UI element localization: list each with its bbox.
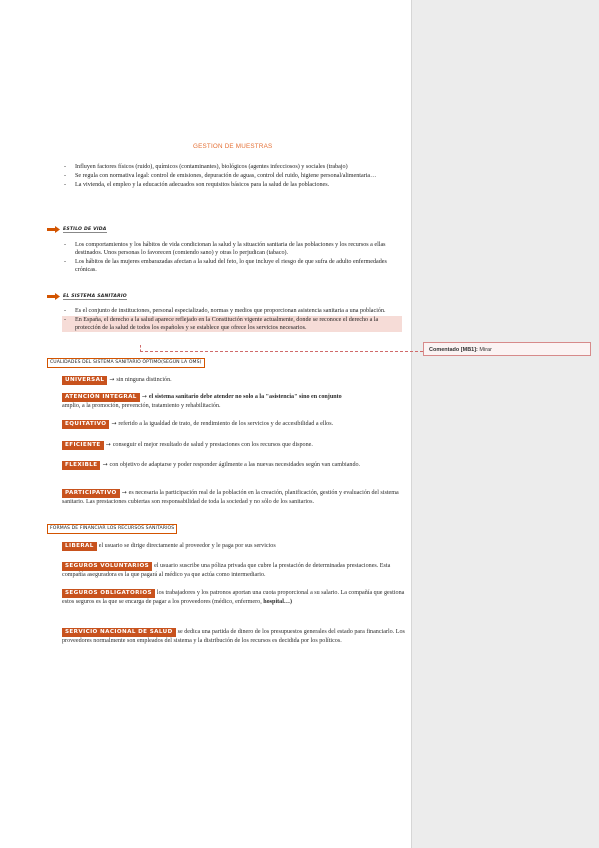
list-item: - Influyen factores físicos (ruido), químicos (contaminantes), biológicos (agentes infecciosos) y sociales (trabajo)	[62, 163, 402, 171]
list-item: - Los hábitos de las mujeres embarazadas afectan a la salud del feto, lo que incluye el riesgo de que sufra de adulto enfermedades crónicas.	[62, 258, 402, 274]
list-item: - Es el conjunto de instituciones, personal especializado, normas y medios que proporcionan asistencia sanitaria a una población.	[62, 307, 402, 315]
cualidad-flexible: FLEXIBLE → con objetivo de adaptarse y poder responder ágilmente a las nuevas necesidades según van cambiando.	[62, 461, 407, 470]
comment-connector-line	[140, 351, 423, 352]
entry-text: los trabajadores y los patronos aportan una cuota proporcional a su salario. La compañía que gestiona estos seguros es la que se encarga de pagar a los proveedores (médico, enfermero,	[62, 590, 405, 605]
cualidad-eficiente: EFICIENTE → conseguir el mejor resultado de salud y prestaciones con los recursos que dispone.	[62, 441, 407, 450]
estilo-bullet-list	[62, 241, 402, 275]
tag-seguros-obligatorios: SEGUROS OBLIGATORIOS	[62, 589, 155, 598]
heading-estilo-de-vida	[47, 226, 107, 233]
cualidad-universal: UNIVERSAL → sin ninguna distinción.	[62, 376, 407, 385]
tag-equitativo: EQUITATIVO	[62, 420, 109, 429]
entry-text: conseguir el mejor resultado de salud y prestaciones con los recursos que dispone.	[112, 442, 313, 448]
heading-label: EL SISTEMA SANITARIO	[63, 293, 127, 299]
tag-universal: UNIVERSAL	[62, 376, 107, 385]
entry-text: amplio, a la promoción, prevención, tratamiento y rehabilitación.	[62, 402, 221, 409]
tag-seguros-voluntarios: SEGUROS VOLUNTARIOS	[62, 562, 152, 571]
list-item: - En España, el derecho a la salud aparece reflejado en la Constitución vigente actualmente, donde se reconoce el derecho a la protección de la salud de todos los españoles y se establece que ofrece los servicios necesarios.	[62, 316, 402, 332]
formas-heading: FORMAS DE FINANCIAR LOS RECURSOS SANITARIOS	[47, 524, 177, 534]
forma-seguros-voluntarios	[62, 562, 407, 579]
tag-servicio-nacional: SERVICIO NACIONAL DE SALUD	[62, 628, 176, 637]
list-item: - Los comportamientos y los hábitos de vida condicionan la salud y la situación sanitaria de las poblaciones y los recursos a ellas destinados. Unos personas lo favorecen (comiendo sano) y otras lo perjudican (tabaco).	[62, 241, 402, 257]
tag-participativo: PARTICIPATIVO	[62, 489, 120, 498]
heading-label: ESTILO DE VIDA	[63, 226, 107, 232]
intro-bullet-list	[62, 163, 402, 189]
cualidad-atencion-integral: ATENCIÓN INTEGRAL → el sistema sanitario debe atender no solo a la "asistencia" sino en conjunto amplio, a la promoción, prevención, tratamiento y rehabilitación.	[62, 393, 342, 409]
entry-text: el usuario se dirige directamente al proveedor y le paga por sus servicios	[98, 543, 276, 549]
tag-liberal: LIBERAL	[62, 542, 97, 551]
list-item: - Se regula con normativa legal: control de emisiones, depuración de aguas, control del ruido, higiene personal/alimentaria…	[62, 172, 402, 180]
comment-text: Mirar	[479, 347, 492, 353]
tag-eficiente: EFICIENTE	[62, 441, 104, 450]
arrow-right-icon	[47, 293, 60, 300]
entry-bold-text: hospital…)	[263, 598, 293, 605]
arrow-right-icon	[47, 226, 60, 233]
forma-seguros-obligatorios	[62, 589, 407, 606]
forma-servicio-nacional	[62, 628, 407, 645]
entry-text: sin ninguna distinción.	[116, 377, 172, 383]
entry-text: se dedica una partida de dinero de los presupuestos generales del estado para financiarlo. Los proveedores normalmente son empleados del sistema y la distribución de los recursos es decidida por los políticos.	[62, 629, 405, 644]
heading-sistema-sanitario	[47, 293, 127, 300]
cualidades-heading: CUALIDADES DEL SISTEMA SANITARIO ÓPTIMO(SEGÚN LA OMS)	[47, 358, 205, 368]
list-item: - La vivienda, el empleo y la educación adecuados son requisitos básicos para la salud de las poblaciones.	[62, 181, 402, 189]
sistema-bullet-list	[62, 307, 402, 333]
comment-balloon[interactable]	[423, 342, 591, 356]
entry-bold-text: el sistema sanitario debe atender no solo a la "asistencia" sino en conjunto	[148, 394, 342, 400]
cualidad-equitativo: EQUITATIVO → referido a la igualdad de trato, de rendimiento de los servicios y de accesibilidad a ellos.	[62, 420, 407, 429]
entry-text: es necesaria la participación real de la población en la creación, planificación, gestión y evaluación del sistema sanitario. Las prestaciones cubiertas son responsabilidad de toda la sociedad y no sólo de los sanitarios.	[62, 490, 399, 505]
tag-atencion-integral: ATENCIÓN INTEGRAL	[62, 393, 140, 402]
comment-author: Comentado [MB1]:	[429, 347, 478, 353]
entry-text: referido a la igualdad de trato, de rendimiento de los servicios y de accesibilidad a ellos.	[118, 421, 334, 427]
document-title: GESTION DE MUESTRAS	[193, 143, 273, 150]
cualidad-participativo: PARTICIPATIVO → es necesaria la participación real de la población en la creación, planificación, gestión y evaluación del sistema sanitario. Las prestaciones cubiertas son responsabilidad de toda la sociedad y no sólo de los sanitarios.	[62, 489, 399, 505]
comments-pane	[411, 0, 599, 848]
tag-flexible: FLEXIBLE	[62, 461, 100, 470]
forma-liberal	[62, 542, 407, 551]
entry-text: con objetivo de adaptarse y poder responder ágilmente a las nuevas necesidades según van cambiando.	[109, 462, 361, 468]
entry-text: el usuario suscribe una póliza privada que cubre la prestación de determinadas prestaciones. Esta compañía aseguradora es la que pagará al médico ya que actúa como intermediario.	[62, 563, 391, 578]
